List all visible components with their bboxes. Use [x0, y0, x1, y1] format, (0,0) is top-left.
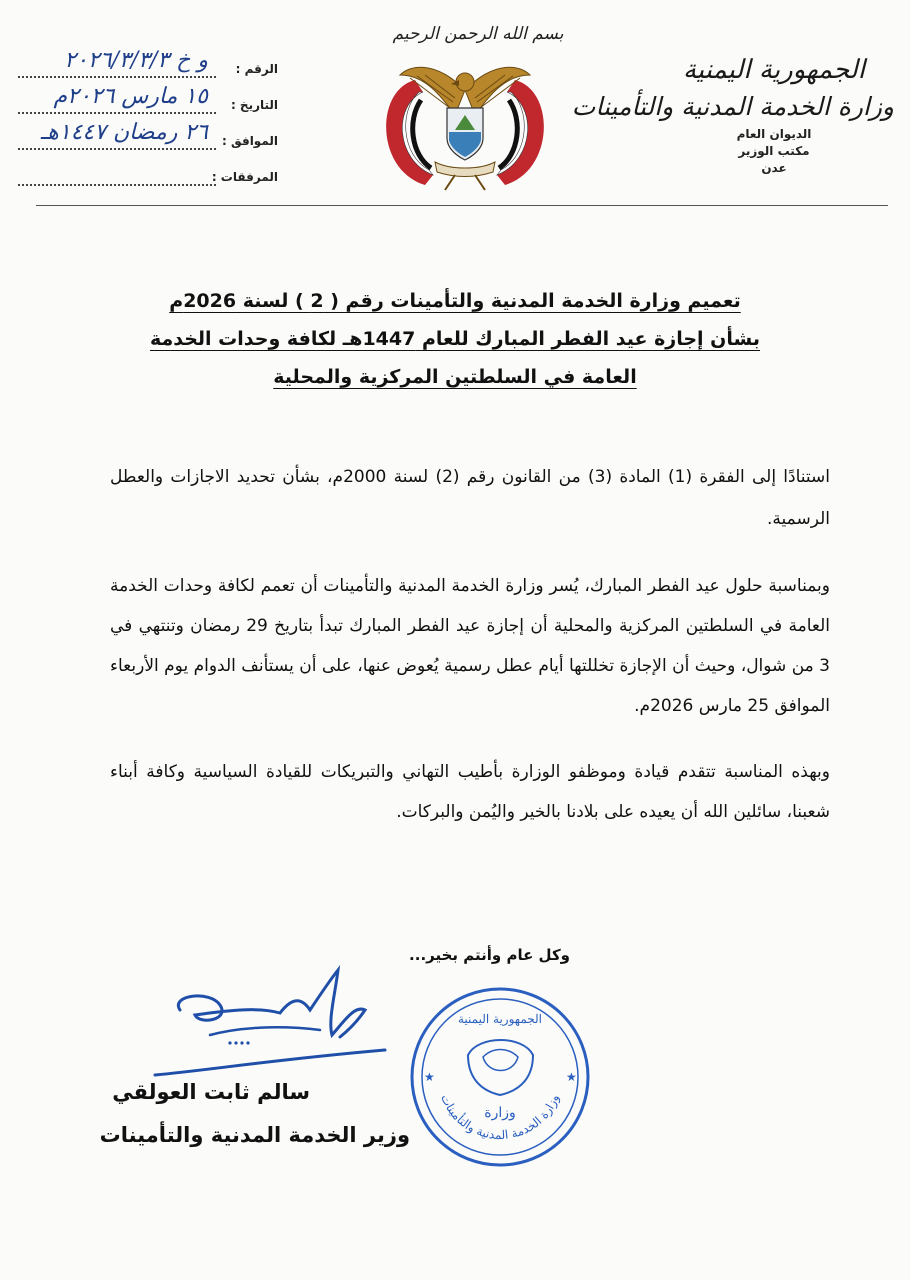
dotted-line: [18, 184, 216, 186]
dotted-line: [18, 148, 216, 150]
office-line: الديوان العام: [736, 127, 812, 141]
body-paragraph: وبمناسبة حلول عيد الفطر المبارك، يُسر وزارة الخدمة المدنية والتأمينات أن تعمم لكافة وحدات الخدمة العامة في السلطتين المركزية والمحلية أن إجازة عيد الفطر المبارك تبدأ بتاريخ 29 رمضان وتنتهي في 3 من شوال، وحيث أن الإجازة تخللتها أيام عطل رسمية يُعوض عنها، على أن يستأنف الدوام يوم الأربعاء الموافق 25 مارس 2026م.: [110, 576, 830, 716]
field-label: الرقم :: [235, 62, 278, 76]
handwritten-value: ١٥ مارس ٢٠٢٦م: [53, 84, 208, 109]
signatory-name: سالم ثابت العولقي: [112, 1080, 310, 1104]
title-line: العامة في السلطتين المركزية والمحلية: [273, 366, 637, 388]
office-line: مكتب الوزير: [738, 144, 810, 158]
body-paragraph: وبهذه المناسبة تتقدم قيادة وموظفو الوزارة بأطيب التهاني والتبريكات للقيادة السياسية وكافة أبناء شعبنا، سائلين الله أن يعيده على بلادنا بالخير واليُمن والبركات.: [110, 762, 830, 822]
reference-fields: [18, 50, 278, 194]
header-divider: [36, 205, 888, 206]
field-label: الموافق :: [222, 134, 278, 148]
closing-greeting: وكل عام وأنتم بخير...: [409, 946, 570, 964]
dotted-line: [18, 76, 216, 78]
field-label: المرفقات :: [211, 170, 278, 184]
ministry-name: وزارة الخدمة المدنية والتأمينات: [571, 92, 894, 121]
circular-title: [60, 282, 850, 396]
stamp-ring-text: وزارة الخدمة المدنية والتأمينات: [438, 1092, 562, 1143]
office-line: عدن: [761, 161, 787, 175]
stamp-top-text: الجمهورية اليمنية: [457, 1012, 543, 1026]
date-field: [18, 86, 278, 122]
title-line: تعميم وزارة الخدمة المدنية والتأمينات رقم ( 2 ) لسنة 2026م: [169, 290, 741, 312]
yemen-eagle-emblem: [355, 20, 575, 195]
signatory-title: وزير الخدمة المدنية والتأمينات: [99, 1123, 410, 1147]
title-line: بشأن إجازة عيد الفطر المبارك للعام 1447هـ لكافة وحدات الخدمة: [149, 328, 761, 350]
field-label: التاريخ :: [230, 98, 278, 112]
attachments-field: [18, 158, 278, 194]
handwritten-signature: [150, 965, 390, 1085]
circular-body: [110, 456, 830, 858]
svg-text:★: ★: [424, 1070, 435, 1084]
handwritten-value: و خ ٢٠٢٦/٣/٣/٣: [64, 48, 208, 73]
dotted-line: [18, 112, 216, 114]
svg-text:★: ★: [566, 1070, 577, 1084]
body-paragraph: استنادًا إلى الفقرة (1) المادة (3) من القانون رقم (2) لسنة 2000م، بشأن تحديد الاجازات والعطل الرسمية.: [110, 467, 831, 529]
stamp-center-text: وزارة: [484, 1105, 516, 1121]
republic-name: الجمهورية اليمنية: [682, 55, 866, 85]
ministry-header: [571, 52, 894, 177]
handwritten-value: ٢٦ رمضان ١٤٤٧هـ: [40, 120, 208, 145]
official-stamp: [408, 985, 593, 1170]
ref-number-field: [18, 50, 278, 86]
bismillah: بسم الله الرحمن الرحيم: [392, 24, 564, 44]
hijri-date-field: [18, 122, 278, 158]
